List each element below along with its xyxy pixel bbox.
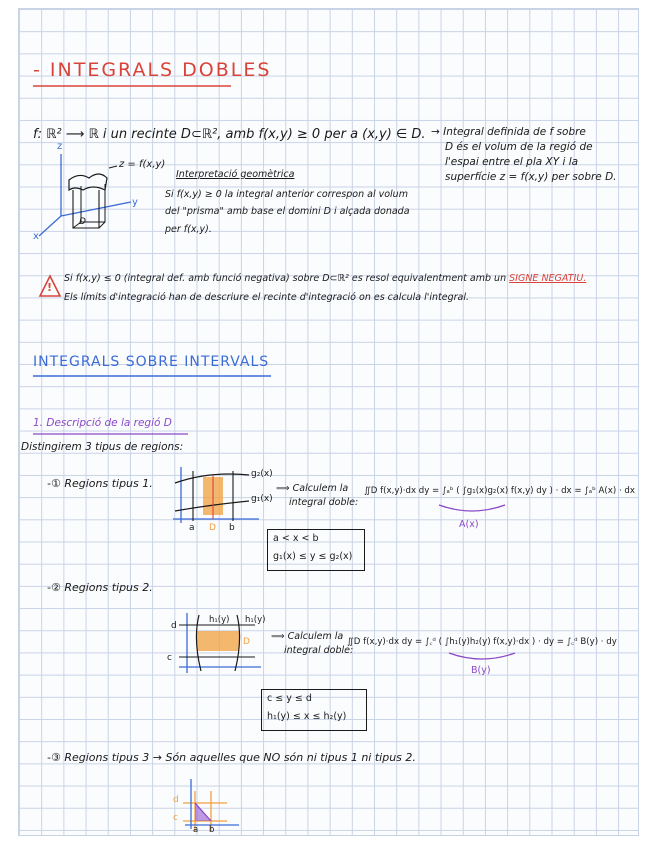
intro-note-line: superfície z = f(x,y) per sobre D. bbox=[445, 171, 617, 183]
type1-cond-1: a < x < b bbox=[273, 533, 319, 544]
type2-B-label: B(y) bbox=[471, 665, 491, 676]
intro-note-line: → Integral definida de f sobre bbox=[431, 126, 586, 138]
type1-a-label: a bbox=[189, 523, 195, 533]
warning-line-2: Els límits d'integració han de descriure el recinte d'integració on es calcula l'integral. bbox=[64, 292, 469, 303]
type1-heading: -① Regions tipus 1. bbox=[47, 477, 153, 490]
type3-b-label: b bbox=[209, 825, 215, 835]
type2-h2-label: h₁(y) bbox=[245, 615, 266, 625]
type3-heading: -③ Regions tipus 3 → Són aquelles que NO són ni tipus 1 ni tipus 2. bbox=[47, 751, 416, 764]
subsection-underline bbox=[33, 432, 193, 436]
type2-formula: ∬D f(x,y)·dx dy = ∫꜀ᵈ ( ∫h₁(y)h₂(y) f(x,y)·dx ) · dy = ∫꜀ᵈ B(y) · dy bbox=[347, 637, 617, 647]
interp-line: del "prisma" amb base el domini D i alçada donada bbox=[165, 206, 410, 217]
intro-note-line: l'espai entre el pla XY i la bbox=[445, 156, 579, 168]
title-underline bbox=[33, 84, 233, 88]
type2-calc: ⟹ Calculem la bbox=[271, 631, 344, 642]
interp-line: per f(x,y). bbox=[165, 224, 212, 235]
warning-line-1 bbox=[64, 273, 586, 284]
notebook-page bbox=[18, 8, 639, 836]
axis-x-label: x bbox=[33, 231, 39, 242]
interp-line: Si f(x,y) ≥ 0 la integral anterior correspon al volum bbox=[165, 189, 408, 200]
surface-label: z = f(x,y) bbox=[119, 159, 166, 170]
type1-cond-2: g₁(x) ≤ y ≤ g₂(x) bbox=[273, 551, 353, 562]
type2-D-label: D bbox=[243, 637, 250, 647]
type1-b-label: b bbox=[229, 523, 235, 533]
type2-cond-1: c ≤ y ≤ d bbox=[267, 693, 312, 704]
type2-h1-label: h₁(y) bbox=[209, 615, 230, 625]
type2-c-label: c bbox=[167, 653, 172, 663]
warning-icon-mark: ! bbox=[47, 281, 53, 294]
axis-z-label: z bbox=[57, 141, 63, 152]
warning-negative-sign: SIGNE NEGATIU. bbox=[509, 273, 587, 284]
prism-region-label: D bbox=[79, 217, 86, 227]
type1-g2-label: g₂(x) bbox=[251, 469, 273, 479]
section-underline bbox=[33, 374, 273, 378]
warning-text-1: Si f(x,y) ≤ 0 (integral def. amb funció negativa) sobre D⊂ℝ² es resol equivalentment amb un bbox=[64, 273, 507, 284]
type2-cond-2: h₁(y) ≤ x ≤ h₂(y) bbox=[267, 711, 347, 722]
distinguish-text: Distingirem 3 tipus de regions: bbox=[21, 441, 184, 453]
type3-a-label: a bbox=[193, 825, 199, 835]
intro-note bbox=[431, 125, 617, 185]
type3-graph bbox=[169, 773, 249, 833]
type1-g1-label: g₁(x) bbox=[251, 494, 273, 504]
type1-A-label: A(x) bbox=[459, 519, 479, 530]
section-heading: INTEGRALS SOBRE INTERVALS bbox=[33, 354, 270, 370]
type1-calc-2: integral doble: bbox=[289, 497, 359, 508]
type2-heading: -② Regions tipus 2. bbox=[47, 581, 153, 594]
subsection-heading: 1. Descripció de la regió D bbox=[33, 417, 172, 429]
page-title: - INTEGRALS DOBLES bbox=[33, 59, 272, 81]
type1-brace bbox=[437, 503, 507, 517]
type1-formula: ∬D f(x,y)·dx dy = ∫ₐᵇ ( ∫g₁(x)g₂(x) f(x,y) dy ) · dx = ∫ₐᵇ A(x) · dx bbox=[364, 486, 635, 496]
type3-c-label: c bbox=[173, 813, 178, 823]
interp-heading: Interpretació geomètrica bbox=[176, 169, 295, 180]
type3-d-label: d bbox=[173, 795, 179, 805]
axis-y-label: y bbox=[132, 197, 138, 208]
type2-brace bbox=[447, 651, 517, 665]
type1-calc: ⟹ Calculem la bbox=[276, 483, 349, 494]
type2-d-label: d bbox=[171, 621, 177, 631]
type2-calc-2: integral doble: bbox=[284, 645, 354, 656]
intro-line: f: ℝ² ⟶ ℝ i un recinte D⊂ℝ², amb f(x,y) ≥ 0 per a (x,y) ∈ D. bbox=[33, 127, 426, 142]
intro-note-line: D és el volum de la regió de bbox=[445, 141, 593, 153]
type1-D-label: D bbox=[209, 523, 216, 533]
